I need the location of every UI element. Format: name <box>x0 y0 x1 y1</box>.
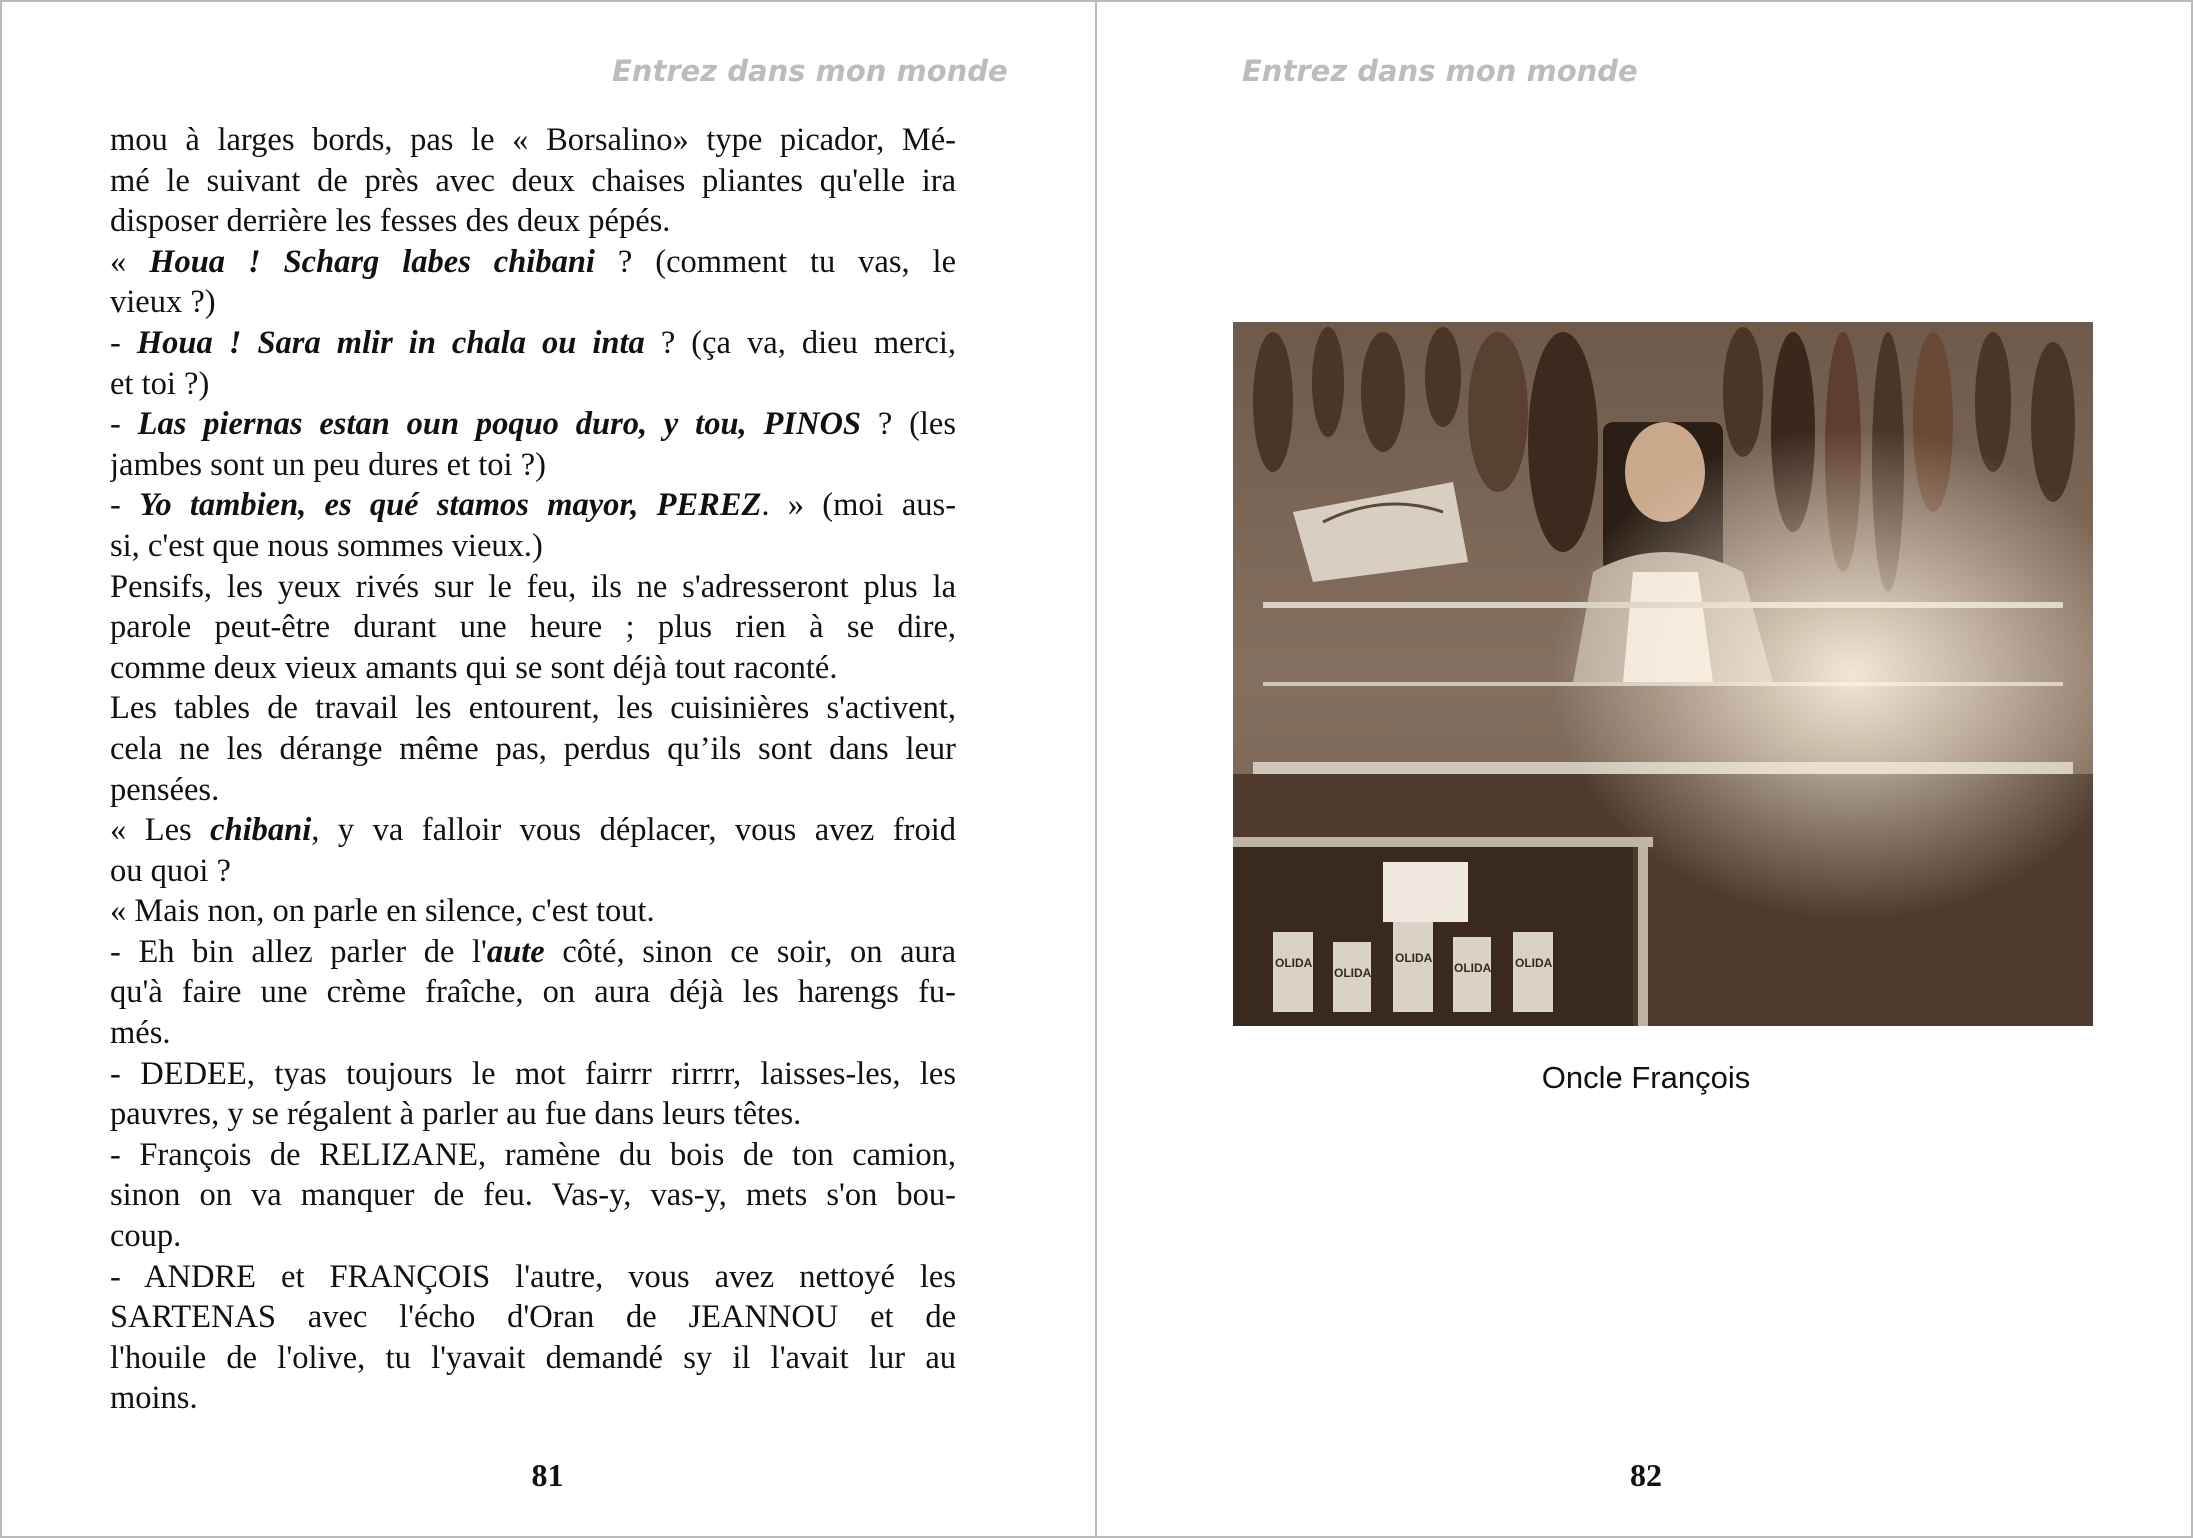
text-run: moins. <box>110 1380 198 1417</box>
text-line <box>110 1216 956 1257</box>
text-line <box>110 648 956 689</box>
text-run: - <box>110 487 140 524</box>
text-run: pauvres, y se régalent à parler au fue dans leurs têtes. <box>110 1096 802 1133</box>
bold-italic-phrase: Houa ! Scharg labes chibani <box>149 243 595 280</box>
text-run: Les tables de travail les entourent, les cuisinières s'activent, <box>110 690 956 727</box>
text-run: vieux ?) <box>110 284 216 321</box>
text-line <box>110 972 956 1013</box>
text-line <box>110 688 956 729</box>
text-run: pensées. <box>110 771 220 808</box>
text-run: . » (moi aus- <box>761 487 956 524</box>
text-run: côté, sinon ce soir, on aura <box>544 933 956 970</box>
text-line <box>110 1378 956 1419</box>
text-line <box>110 526 956 567</box>
text-run: més. <box>110 1015 171 1052</box>
text-line <box>110 1297 956 1338</box>
text-line <box>110 161 956 202</box>
text-line <box>110 1257 956 1298</box>
text-line <box>110 282 956 323</box>
text-run: « Mais non, on parle en silence, c'est tout. <box>110 893 655 930</box>
photo-caption: Oncle François <box>1541 1060 1751 1095</box>
text-run: , y va falloir vous déplacer, vous avez froid <box>311 812 956 849</box>
text-run: - François de RELIZANE, ramène du bois de ton camion, <box>110 1136 956 1173</box>
text-line <box>110 607 956 648</box>
text-line <box>110 1013 956 1054</box>
text-line <box>110 932 956 973</box>
text-run: comme deux vieux amants qui se sont déjà tout raconté. <box>110 649 838 686</box>
text-run: mou à larges bords, pas le « Borsalino» type picador, Mé- <box>110 122 956 158</box>
text-line <box>110 810 956 851</box>
text-line <box>110 364 956 405</box>
text-line <box>110 891 956 932</box>
text-line <box>110 485 956 526</box>
text-run: « <box>110 243 150 280</box>
text-line <box>110 404 956 445</box>
text-run: Pensifs, les yeux rivés sur le feu, ils ne s'adresseront plus la <box>110 568 956 605</box>
page-number: 81 <box>531 1457 564 1493</box>
bold-italic-phrase: Las piernas estan oun poquo duro, y tou, PINOS <box>137 406 861 443</box>
text-line <box>110 1338 956 1379</box>
text-line <box>110 851 956 892</box>
text-run: si, c'est que nous sommes vieux.) <box>110 527 543 564</box>
text-run: jambes sont un peu dures et toi ?) <box>110 446 546 483</box>
text-run: ? (comment tu vas, le <box>594 243 956 280</box>
text-run: disposer derrière les fesses des deux pépés. <box>110 203 671 240</box>
page-number: 82 <box>1630 1457 1662 1493</box>
text-line <box>110 1094 956 1135</box>
text-line <box>110 323 956 364</box>
text-run: « Les <box>110 812 211 849</box>
bold-italic-phrase: Houa ! Sara mlir in chala ou inta <box>136 324 645 361</box>
running-header: Entrez dans mon monde <box>612 54 1008 88</box>
bold-italic-phrase: aute <box>486 933 545 970</box>
text-run: - <box>110 324 137 361</box>
text-run: cela ne les dérange même pas, perdus qu’ils sont dans leur <box>110 730 956 767</box>
photograph-butcher-shop <box>1233 322 2093 1026</box>
text-run: qu'à faire une crème fraîche, on aura déjà les harengs fu- <box>110 974 956 1011</box>
text-run: - <box>110 406 138 443</box>
text-line <box>110 445 956 486</box>
text-line <box>110 1175 956 1216</box>
body-text <box>110 120 956 1419</box>
text-line <box>110 770 956 811</box>
text-run: - DEDEE, tyas toujours le mot fairrr rirrrr, laisses-les, les <box>110 1055 956 1092</box>
text-line <box>110 242 956 283</box>
text-run: sinon on va manquer de feu. Vas-y, vas-y, mets s'on bou- <box>110 1177 956 1214</box>
text-line <box>110 201 956 242</box>
bold-italic-phrase: chibani <box>210 812 312 849</box>
text-line <box>110 729 956 770</box>
text-run: l'houile de l'olive, tu l'yavait demandé sy il l'avait lur au <box>110 1339 956 1376</box>
text-line <box>110 1054 956 1095</box>
text-run: parole peut-être durant une heure ; plus rien à se dire, <box>110 609 956 646</box>
text-run: ? (ça va, dieu merci, <box>644 324 956 361</box>
text-run: SARTENAS avec l'écho d'Oran de JEANNOU et de <box>110 1299 956 1336</box>
text-run: et toi ?) <box>110 365 210 402</box>
text-line <box>110 120 956 161</box>
bold-italic-phrase: Yo tambien, es qué stamos mayor, PEREZ <box>139 487 762 524</box>
text-line <box>110 567 956 608</box>
text-run: - ANDRE et FRANÇOIS l'autre, vous avez nettoyé les <box>110 1258 956 1295</box>
running-header: Entrez dans mon monde <box>1242 54 1638 88</box>
text-run: ? (les <box>861 406 956 443</box>
text-run: ou quoi ? <box>110 852 231 889</box>
text-run: mé le suivant de près avec deux chaises pliantes qu'elle ira <box>110 162 956 199</box>
text-line <box>110 1135 956 1176</box>
right-page <box>1095 0 2193 1538</box>
text-run: coup. <box>110 1218 182 1255</box>
text-run: - Eh bin allez parler de l' <box>110 933 487 970</box>
